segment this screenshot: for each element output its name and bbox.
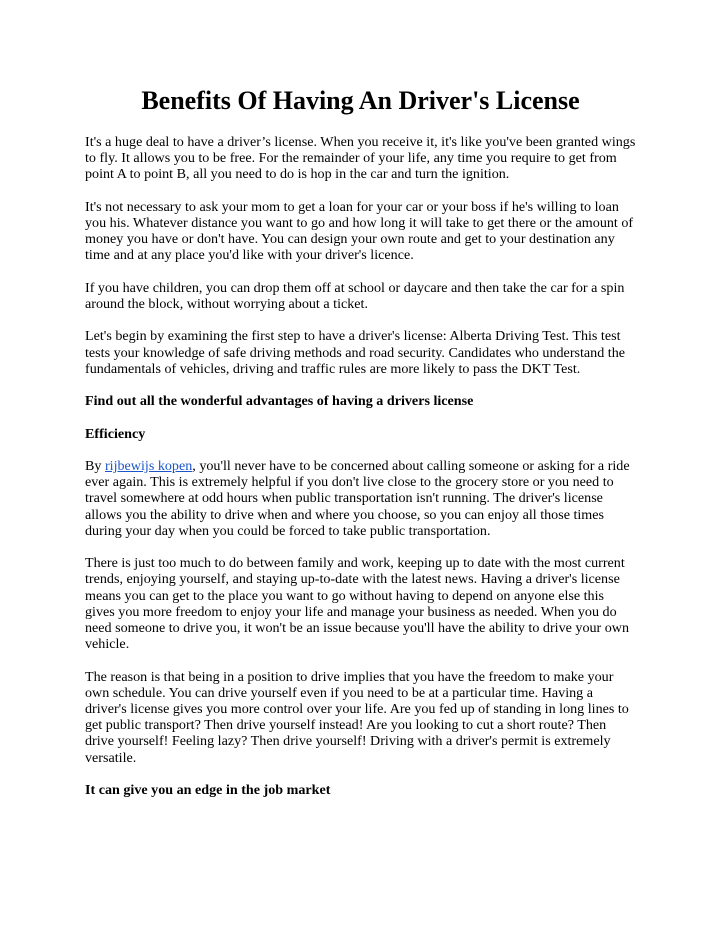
paragraph-no-loan: It's not necessary to ask your mom to get a loan for your car or your boss if he's willing to loan you his. Whatever distance you want to go and how long it will take to get there or the amount of money you have or don't have. You can design your own route and get to your destination any time and at any place you'd like with your driver's licence.: [85, 198, 634, 264]
paragraph-intro: It's a huge deal to have a driver’s license. When you receive it, it's like you've been granted wings to fly. It allows you to be free. For the remainder of your life, any time you require to get from point A to point B, all you need to do is hop in the car and turn the ignition.: [85, 134, 636, 183]
rijbewijs-kopen-link[interactable]: rijbewijs kopen: [104, 457, 193, 474]
section-heading-efficiency: Efficiency: [85, 425, 146, 442]
paragraph-driving-test: Let's begin by examining the first step to have a driver's license: Alberta Driving Test. This test tests your knowledge of safe driving methods and road security. Candidates who understand the fundamentals of vehicles, driving and traffic rules are more likely to pass the DKT Test.: [85, 328, 626, 377]
paragraph-schedule: The reason is that being in a position to drive implies that you have the freedom to make your own schedule. You can drive yourself even if you need to be at a particular time. Having a driver's license gives you more control over your life. Are you fed up of standing in long lines to get public transport? Then drive yourself instead! Are you looking to cut a short route? Then drive yourself! Feeling lazy? Then drive yourself! Driving with a driver's permit is extremely versatile.: [85, 668, 629, 766]
document-title: Benefits Of Having An Driver's License: [141, 86, 580, 115]
section-heading-job-market: It can give you an edge in the job market: [85, 781, 331, 798]
paragraph-children: If you have children, you can drop them off at school or daycare and then take the car for a spin around the block, without worrying about a ticket.: [85, 279, 625, 312]
section-heading-advantages: Find out all the wonderful advantages of having a drivers license: [85, 393, 474, 410]
paragraph-family-work: There is just too much to do between family and work, keeping up to date with the most current trends, enjoying yourself, and staying up-to-date with the latest news. Having a driver's license means you can get to the place you want to go without having to depend on anyone else this gives you more freedom to enjoy your life and manage your business as needed. When you do need someone to drive you, it won't be an issue because you'll have the ability to drive your own vehicle.: [85, 555, 630, 653]
paragraph-prefix: By: [85, 457, 105, 474]
paragraph-body: , you'll never have to be concerned about calling someone or asking for a ride ever again. This is extremely helpful if you don't live close to the grocery store or you need to travel somewhere at odd hours when public transportation isn't running. The driver's license allows you the ability to drive when and where you choose, so you can enjoy all those times during your day when you could be forced to take public transportation.: [85, 457, 630, 539]
paragraph-efficiency: [85, 458, 636, 539]
